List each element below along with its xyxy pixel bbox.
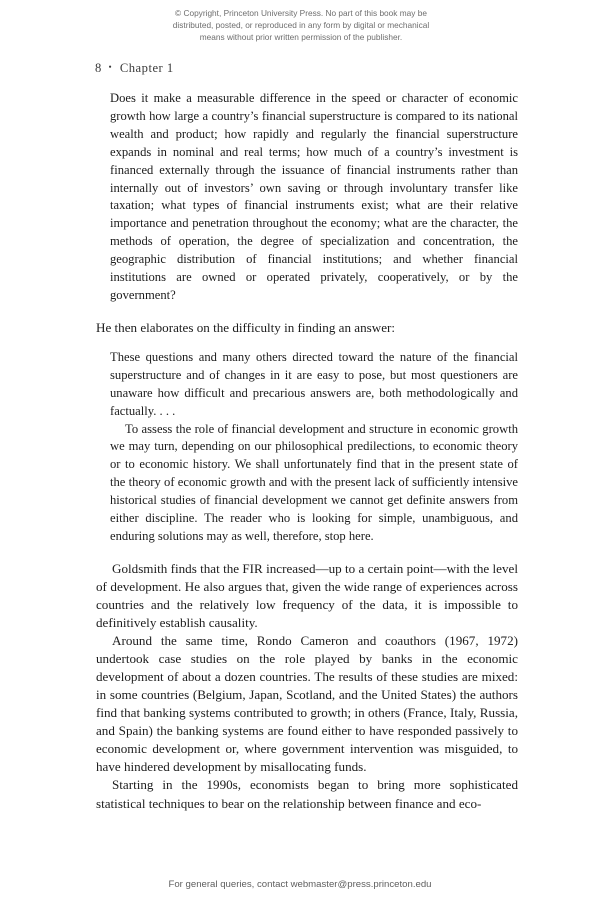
bullet-separator-icon: • — [108, 62, 112, 72]
copyright-line-1: © Copyright, Princeton University Press. No part of this book may be — [175, 8, 427, 18]
footer-notice: For general queries, contact webmaster@press.princeton.edu — [168, 879, 432, 890]
quote-paragraph: To assess the role of financial development and structure in economic growth we may turn, depending on our philosophical predilections, to economic theory or to economic history. We shall unfortunately find that in the present state of the theory of economic growth and with the present lack of sufficiently intensive historical studies of financial development we cannot get definite answers from either discipline. The reader who is looking for simple, unambiguous, and enduring solutions may as well, therefore, stop here. — [110, 421, 518, 543]
copyright-line-3: means without prior written permission of the publisher. — [199, 32, 403, 43]
running-head — [95, 61, 174, 76]
spacer — [96, 546, 518, 560]
page-number: 8 — [95, 61, 102, 75]
chapter-label: Chapter 1 — [119, 61, 174, 75]
text-column — [96, 90, 518, 813]
block-quote-1 — [110, 90, 518, 305]
copyright-notice — [131, 7, 471, 44]
body-paragraph-nineties: Starting in the 1990s, economists began to bring more sophisticated statistical techniques to bear on the relationship between finance and eco- — [96, 777, 518, 811]
spacer — [96, 337, 518, 349]
body-paragraph-cameron: Around the same time, Rondo Cameron and coauthors (1967, 1972) undertook case studies on the role played by banks in the economic development of about a dozen countries. The results of these studies are mixed: in some countries (Belgium, Japan, Scotland, and the United States) the authors find that banking systems contributed to growth; in others (France, Italy, Russia, and Spain) the banking systems are found either to have responded passively to economic development or, where government intervention was misguided, to have hindered development by misallocating funds. — [96, 633, 518, 775]
quote-paragraph: These questions and many others directed toward the nature of the financial superstructure and of changes in it are easy to pose, but most questioners are unaware how difficult and precarious answers are, both methodologically and factually. . . . — [110, 349, 518, 418]
block-quote-2 — [110, 349, 518, 546]
quote-paragraph: Does it make a measurable difference in the speed or character of economic growth how large a country’s financial superstructure is compared to its national wealth and product; how rapidly and regularly the financial superstructure expands in nominal and real terms; how much of a country’s investment is financed externally through the issuance of financial instruments rather than internally out of investors’ own saving or through involuntary transfer like taxation; what types of financial instruments exist; what are their relative importance and penetration throughout the economy; what are the character, the methods of operation, the degree of specialization and concentration, the geographic distribution of financial institutions; and whether financial institutions are owned or operated privately, cooperatively, or by the government? — [110, 91, 518, 302]
copyright-line-2: distributed, posted, or reproduced in any form by digital or mechanical — [172, 20, 430, 31]
lead-in-paragraph: He then elaborates on the difficulty in finding an answer: — [96, 319, 396, 335]
body-paragraph-goldsmith: Goldsmith finds that the FIR increased—up to a certain point—with the level of development. He also argues that, given the wide range of experiences across countries and the relatively low frequency of the data, it is impossible to definitively establish causality. — [96, 560, 518, 631]
spacer — [96, 305, 518, 319]
